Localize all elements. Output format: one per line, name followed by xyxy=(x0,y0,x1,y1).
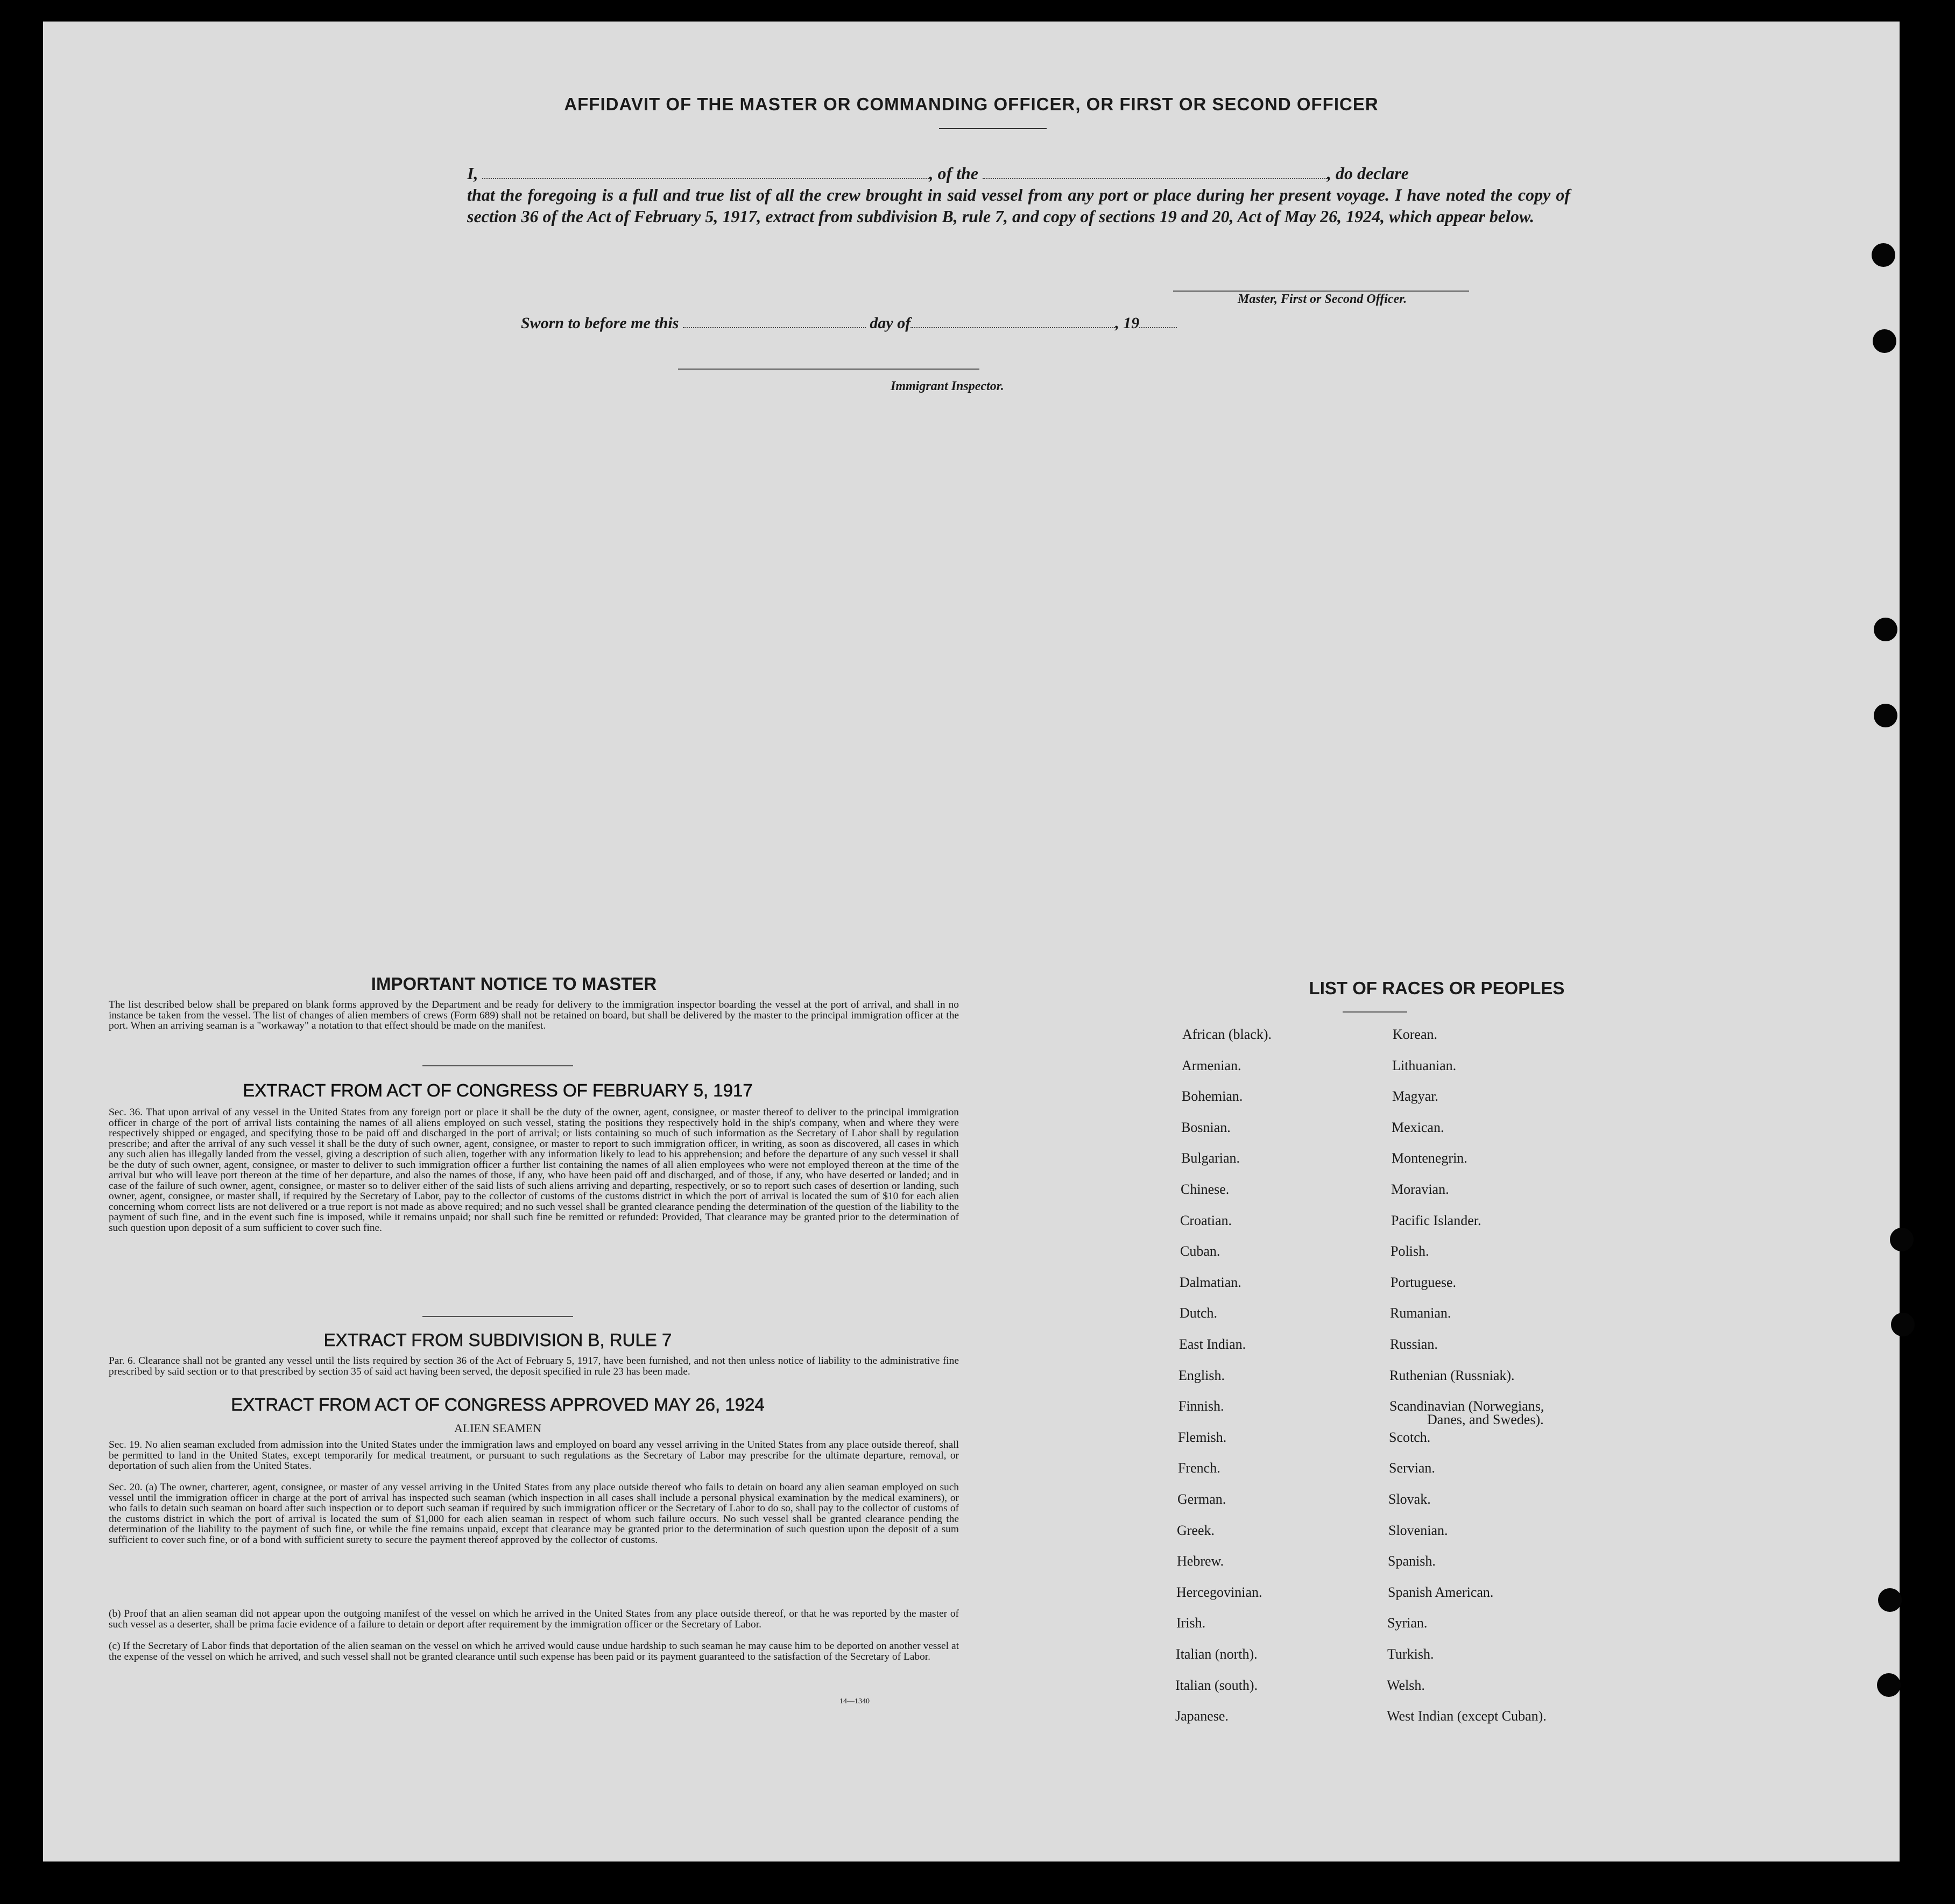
race-item: Dalmatian. xyxy=(1180,1274,1241,1290)
race-item: Spanish American. xyxy=(1388,1584,1494,1600)
extract-1924-sec20c: (c) If the Secretary of Labor finds that deportation of the alien seaman on the vessel on which he arrived would cause undue hardship to such seaman he may cause him to be deported on another vessel at the expense of the vessel on which he arrived, and such vessel shall not be granted clearance until such expense has been paid or its payment guaranteed to the satisfaction of the Secretary of Labor. xyxy=(109,1640,959,1662)
race-item: Scandinavian (Norwegians, xyxy=(1389,1398,1544,1414)
affidavit-body: that the foregoing is a full and true list of all the crew brought in said vessel from any port or place during her present voyage. I have noted the copy of section 36 of the Act of February 5, 1917, extract from subdivision B, rule 7, and copy of sections 19 and 20, Act of May 26, 1924, which appear below. xyxy=(467,185,1570,226)
master-label: Master, First or Second Officer. xyxy=(1238,292,1407,306)
alien-seamen-subtitle: ALIEN SEAMEN xyxy=(454,1421,541,1435)
sworn-line xyxy=(521,312,1177,332)
race-item: West Indian (except Cuban). xyxy=(1387,1708,1547,1724)
race-item: Mexican. xyxy=(1392,1119,1444,1135)
race-item: Hebrew. xyxy=(1177,1553,1224,1569)
race-item: Danes, and Swedes). xyxy=(1427,1412,1544,1427)
race-item: Croatian. xyxy=(1180,1212,1232,1228)
races-title-rule xyxy=(1343,1011,1407,1013)
race-item: Spanish. xyxy=(1388,1553,1436,1569)
extract-1924-sec20b: (b) Proof that an alien seaman did not appear upon the outgoing manifest of the vessel on which he arrived in the United States from any place outside thereof, or that he was reported by the master of such vessel as a deserter, shall be prima facie evidence of a failure to detain or deport after requirement by the immigration officer or the Secretary of Labor. xyxy=(109,1608,959,1630)
race-item: Dutch. xyxy=(1180,1305,1218,1321)
day-blank[interactable] xyxy=(683,312,866,328)
rule-7-title: EXTRACT FROM SUBDIVISION B, RULE 7 xyxy=(323,1330,672,1350)
race-item: Syrian. xyxy=(1387,1615,1428,1631)
affidavit-title: AFFIDAVIT OF THE MASTER OR COMMANDING OFFICER, OR FIRST OR SECOND OFFICER xyxy=(564,94,1379,114)
divider xyxy=(422,1065,573,1066)
day-of-label: day of xyxy=(870,314,911,332)
year-blank[interactable] xyxy=(1139,312,1177,328)
name-blank[interactable] xyxy=(482,163,929,179)
vessel-blank[interactable] xyxy=(983,163,1327,179)
document-page xyxy=(43,22,1900,1861)
race-item: Polish. xyxy=(1391,1243,1429,1259)
extract-1924-sec20a: Sec. 20. (a) The owner, charterer, agent, consignee, or master of any vessel arriving in the United States from any place outside thereof who fails to detain on board any alien seaman employed on such vessel until the immigration officer in charge at the port of arrival has inspected such seaman (which inspection in all cases shall include a personal physical examination by the medical examiners), or who fails to detain such seaman on board after such inspection or to deport such seaman if required by such immigration officer or the Secretary of Labor to do so, shall pay to the collector of customs of the customs district in which the port of arrival is located the sum of $1,000 for each alien seaman in respect of whom such failure occurs. No such vessel shall be granted clearance pending the determination of the liability to the payment of such fine, or while the fine remains unpaid, except that clearance may be granted prior to the determination of such question upon the deposit of a sum sufficient to cover such fine, or of a bond with sufficient surety to secure the payment thereof approved by the collector of customs. xyxy=(109,1482,959,1546)
race-item: Rumanian. xyxy=(1390,1305,1451,1321)
race-item: Finnish. xyxy=(1178,1398,1224,1414)
race-item: Montenegrin. xyxy=(1392,1150,1467,1166)
form-number: 14—1340 xyxy=(839,1697,870,1705)
divider xyxy=(422,1316,573,1317)
title-rule xyxy=(939,128,1047,129)
race-item: Greek. xyxy=(1177,1522,1215,1538)
race-item: Moravian. xyxy=(1391,1181,1449,1197)
extract-1917-title: EXTRACT FROM ACT OF CONGRESS OF FEBRUARY 5, 1917 xyxy=(243,1080,753,1100)
punch-hole xyxy=(1891,1313,1915,1336)
affidavit-line1 xyxy=(467,162,1570,184)
extract-1917-text: Sec. 36. That upon arrival of any vessel in the United States from any foreign port or place it shall be the duty of the owner, agent, consignee, or master thereof to deliver to the principal immigration officer in charge of the port of arrival lists containing the names of all aliens employed on such vessel, stating the positions they respectively hold in the ship's company, when and where they were respectively shipped or engaged, and specifying those to be paid off and discharged in the port of arrival; or lists containing so much of such information as the Secretary of Labor shall by regulation prescribe; and after the arrival of any such vessel it shall be the duty of such owner, agent, consignee, or master to report to such immigration officer, in writing, as soon as discovered, all cases in which any such alien has illegally landed from the vessel, giving a description of such alien, together with any information likely to lead to his apprehension; and before the departure of any such vessel it shall be the duty of such owner, agent, consignee, or master to deliver to such immigration officer a further list containing the names of all alien employees who were not employed thereon at the time of the arrival but who will leave port thereon at the time of her departure, and also the names of those, if any, who have been paid off and discharged, and of those, if any, who have deserted or landed; and in case of the failure of such owner, agent, consignee, or master so to deliver either of the said lists of such aliens arriving and departing, respectively, or so to report such cases of desertion or landing, such owner, agent, consignee, or master shall, if required by the Secretary of Labor, pay to the collector of customs of the customs district in which the port of arrival is located the sum of $10 for each alien concerning whom correct lists are not delivered or a true report is not made as above required; and no such vessel shall be granted clearance pending the determination of the question of the liability to the payment of such fine, and in the event such fine is imposed, while it remains unpaid; nor shall such fine be remitted or refunded: Provided, That clearance may be granted prior to the determination of such question upon deposit of a sum sufficient to cover such fine. xyxy=(109,1107,959,1234)
race-item: Bohemian. xyxy=(1182,1088,1243,1105)
race-item: Korean. xyxy=(1393,1027,1438,1042)
punch-hole xyxy=(1872,243,1895,267)
punch-hole xyxy=(1877,1673,1901,1697)
race-item: Slovak. xyxy=(1388,1491,1431,1507)
race-item: French. xyxy=(1178,1460,1220,1476)
race-item: East Indian. xyxy=(1179,1336,1246,1352)
race-item: Portuguese. xyxy=(1391,1274,1457,1290)
extract-1924-sec19: Sec. 19. No alien seaman excluded from admission into the United States under the immigration laws and employed on board any vessel arriving in the United States from any place outside thereof, shall be permitted to land in the United States, except temporarily for medical treatment, or pursuant to such regulations as the Secretary of Labor may prescribe for the ultimate departure, removal, or deportation of such alien from the United States. xyxy=(109,1439,959,1471)
punch-hole xyxy=(1878,1588,1902,1612)
race-item: Welsh. xyxy=(1387,1677,1425,1693)
extract-1924-title: EXTRACT FROM ACT OF CONGRESS APPROVED MAY 26, 1924 xyxy=(231,1395,765,1414)
race-item: English. xyxy=(1178,1367,1225,1383)
race-item: Flemish. xyxy=(1178,1429,1227,1445)
race-item: Armenian. xyxy=(1182,1057,1241,1073)
race-item: Lithuanian. xyxy=(1392,1057,1457,1073)
race-item: German. xyxy=(1177,1491,1226,1507)
race-item: African (black). xyxy=(1182,1027,1272,1042)
year-label: , 19 xyxy=(1115,314,1140,332)
punch-hole xyxy=(1874,618,1897,641)
affidavit-i-label: I, xyxy=(467,164,478,183)
sworn-label: Sworn to before me this xyxy=(521,314,679,332)
race-item: Slovenian. xyxy=(1388,1522,1448,1538)
race-item: Bosnian. xyxy=(1181,1119,1231,1135)
month-blank[interactable] xyxy=(911,312,1115,328)
race-item: Scotch. xyxy=(1389,1429,1431,1445)
race-item: Irish. xyxy=(1176,1615,1206,1631)
punch-hole xyxy=(1890,1228,1914,1251)
race-item: Turkish. xyxy=(1387,1646,1434,1662)
race-item: Japanese. xyxy=(1175,1708,1229,1724)
race-item: Bulgarian. xyxy=(1181,1150,1240,1166)
race-item: Cuban. xyxy=(1180,1243,1220,1259)
of-the-label: , of the xyxy=(929,164,978,183)
race-item: Hercegovinian. xyxy=(1176,1584,1262,1600)
notice-title: IMPORTANT NOTICE TO MASTER xyxy=(371,974,657,994)
race-item: Servian. xyxy=(1389,1460,1435,1476)
race-item: Ruthenian (Russniak). xyxy=(1389,1367,1515,1383)
master-signature-line[interactable] xyxy=(1173,291,1469,292)
do-declare-label: , do declare xyxy=(1327,164,1409,183)
rule-7-text: Par. 6. Clearance shall not be granted any vessel until the lists required by section 36 of the Act of February 5, 1917, have been furnished, and not then unless notice of liability to the administrative fine prescribed by said section or to that prescribed by section 35 of said act having been served, the deposit specified in rule 23 has been made. xyxy=(109,1355,959,1377)
punch-hole xyxy=(1873,329,1896,353)
race-item: Italian (south). xyxy=(1175,1677,1258,1693)
notice-text: The list described below shall be prepared on blank forms approved by the Department and be ready for delivery to the immigration inspector boarding the vessel at the port of arrival, and shall in no instance be taken from the vessel. The list of changes of alien members of crews (Form 689) shall not be retained on board, but shall be delivered by the master to the principal immigration officer at the port. When an arriving seaman is a "workaway" a notation to that effect should be made on the manifest. xyxy=(109,999,959,1031)
race-item: Pacific Islander. xyxy=(1391,1212,1481,1228)
race-item: Chinese. xyxy=(1181,1181,1230,1197)
inspector-label: Immigrant Inspector. xyxy=(891,379,1004,393)
inspector-signature-line[interactable] xyxy=(678,369,979,370)
race-item: Russian. xyxy=(1390,1336,1438,1352)
race-item: Magyar. xyxy=(1392,1088,1438,1105)
punch-hole xyxy=(1874,704,1897,727)
race-item: Italian (north). xyxy=(1176,1646,1258,1662)
races-title: LIST OF RACES OR PEOPLES xyxy=(1309,978,1565,998)
